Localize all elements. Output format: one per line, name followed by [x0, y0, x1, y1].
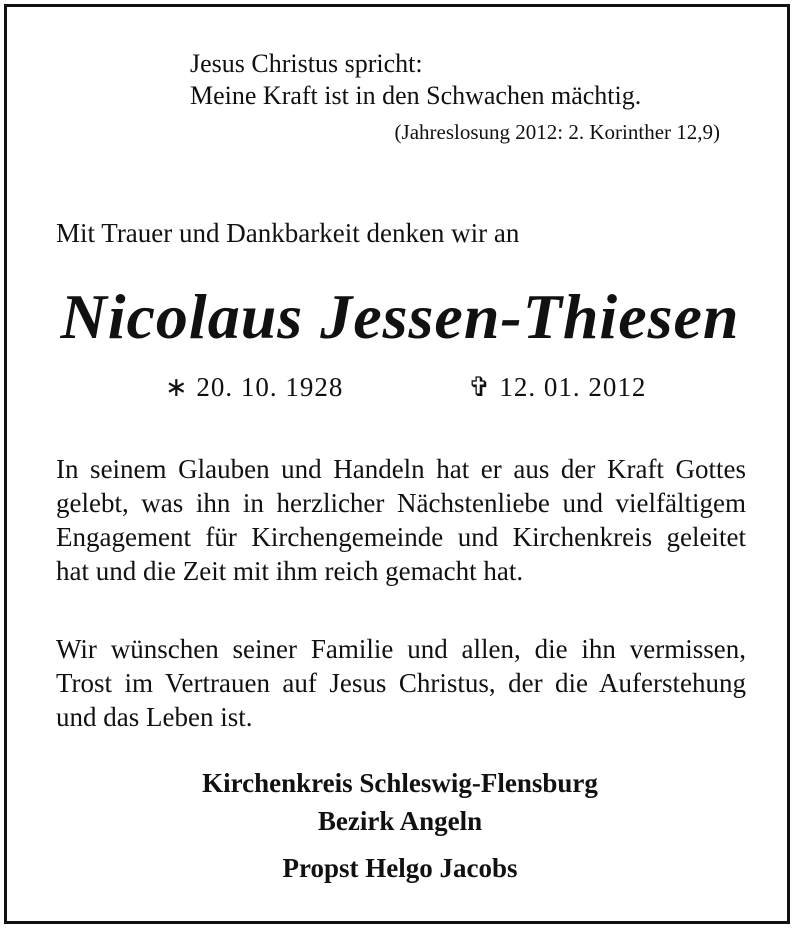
signature-district: Bezirk Angeln [317, 806, 483, 836]
signature-person: Propst Helgo Jacobs [282, 853, 518, 883]
verse-reference: (Jahreslosung 2012: 2. Korinther 12,9) [394, 120, 720, 144]
bible-verse [190, 48, 750, 112]
birth-date: ∗ 20. 10. 1928 [165, 372, 344, 402]
paragraph-2: Wir wünschen seiner Familie und allen, die ihn vermissen, Trost im Vertrauen auf Jesus Christus, der die Auferstehung und das Leben ist. [56, 634, 746, 732]
deceased-name: Nicolaus Jessen-Thiesen [60, 281, 740, 352]
death-date: ✞ 12. 01. 2012 [468, 372, 647, 402]
signature-organization: Kirchenkreis Schleswig-Flensburg [202, 768, 598, 798]
verse-line-2: Meine Kraft ist in den Schwachen mächtig. [190, 81, 642, 110]
paragraph-1: In seinem Glauben und Handeln hat er aus der Kraft Gottes gelebt, was ihn in herzlicher Nächstenliebe und vielfältigem Engagement für Kirchengemeinde und Kirchenkreis geleitet hat und die Zeit mit ihm reich gemacht hat. [56, 454, 746, 586]
verse-line-1: Jesus Christus spricht: [190, 49, 423, 78]
intro-text: Mit Trauer und Dankbarkeit denken wir an [56, 218, 520, 248]
